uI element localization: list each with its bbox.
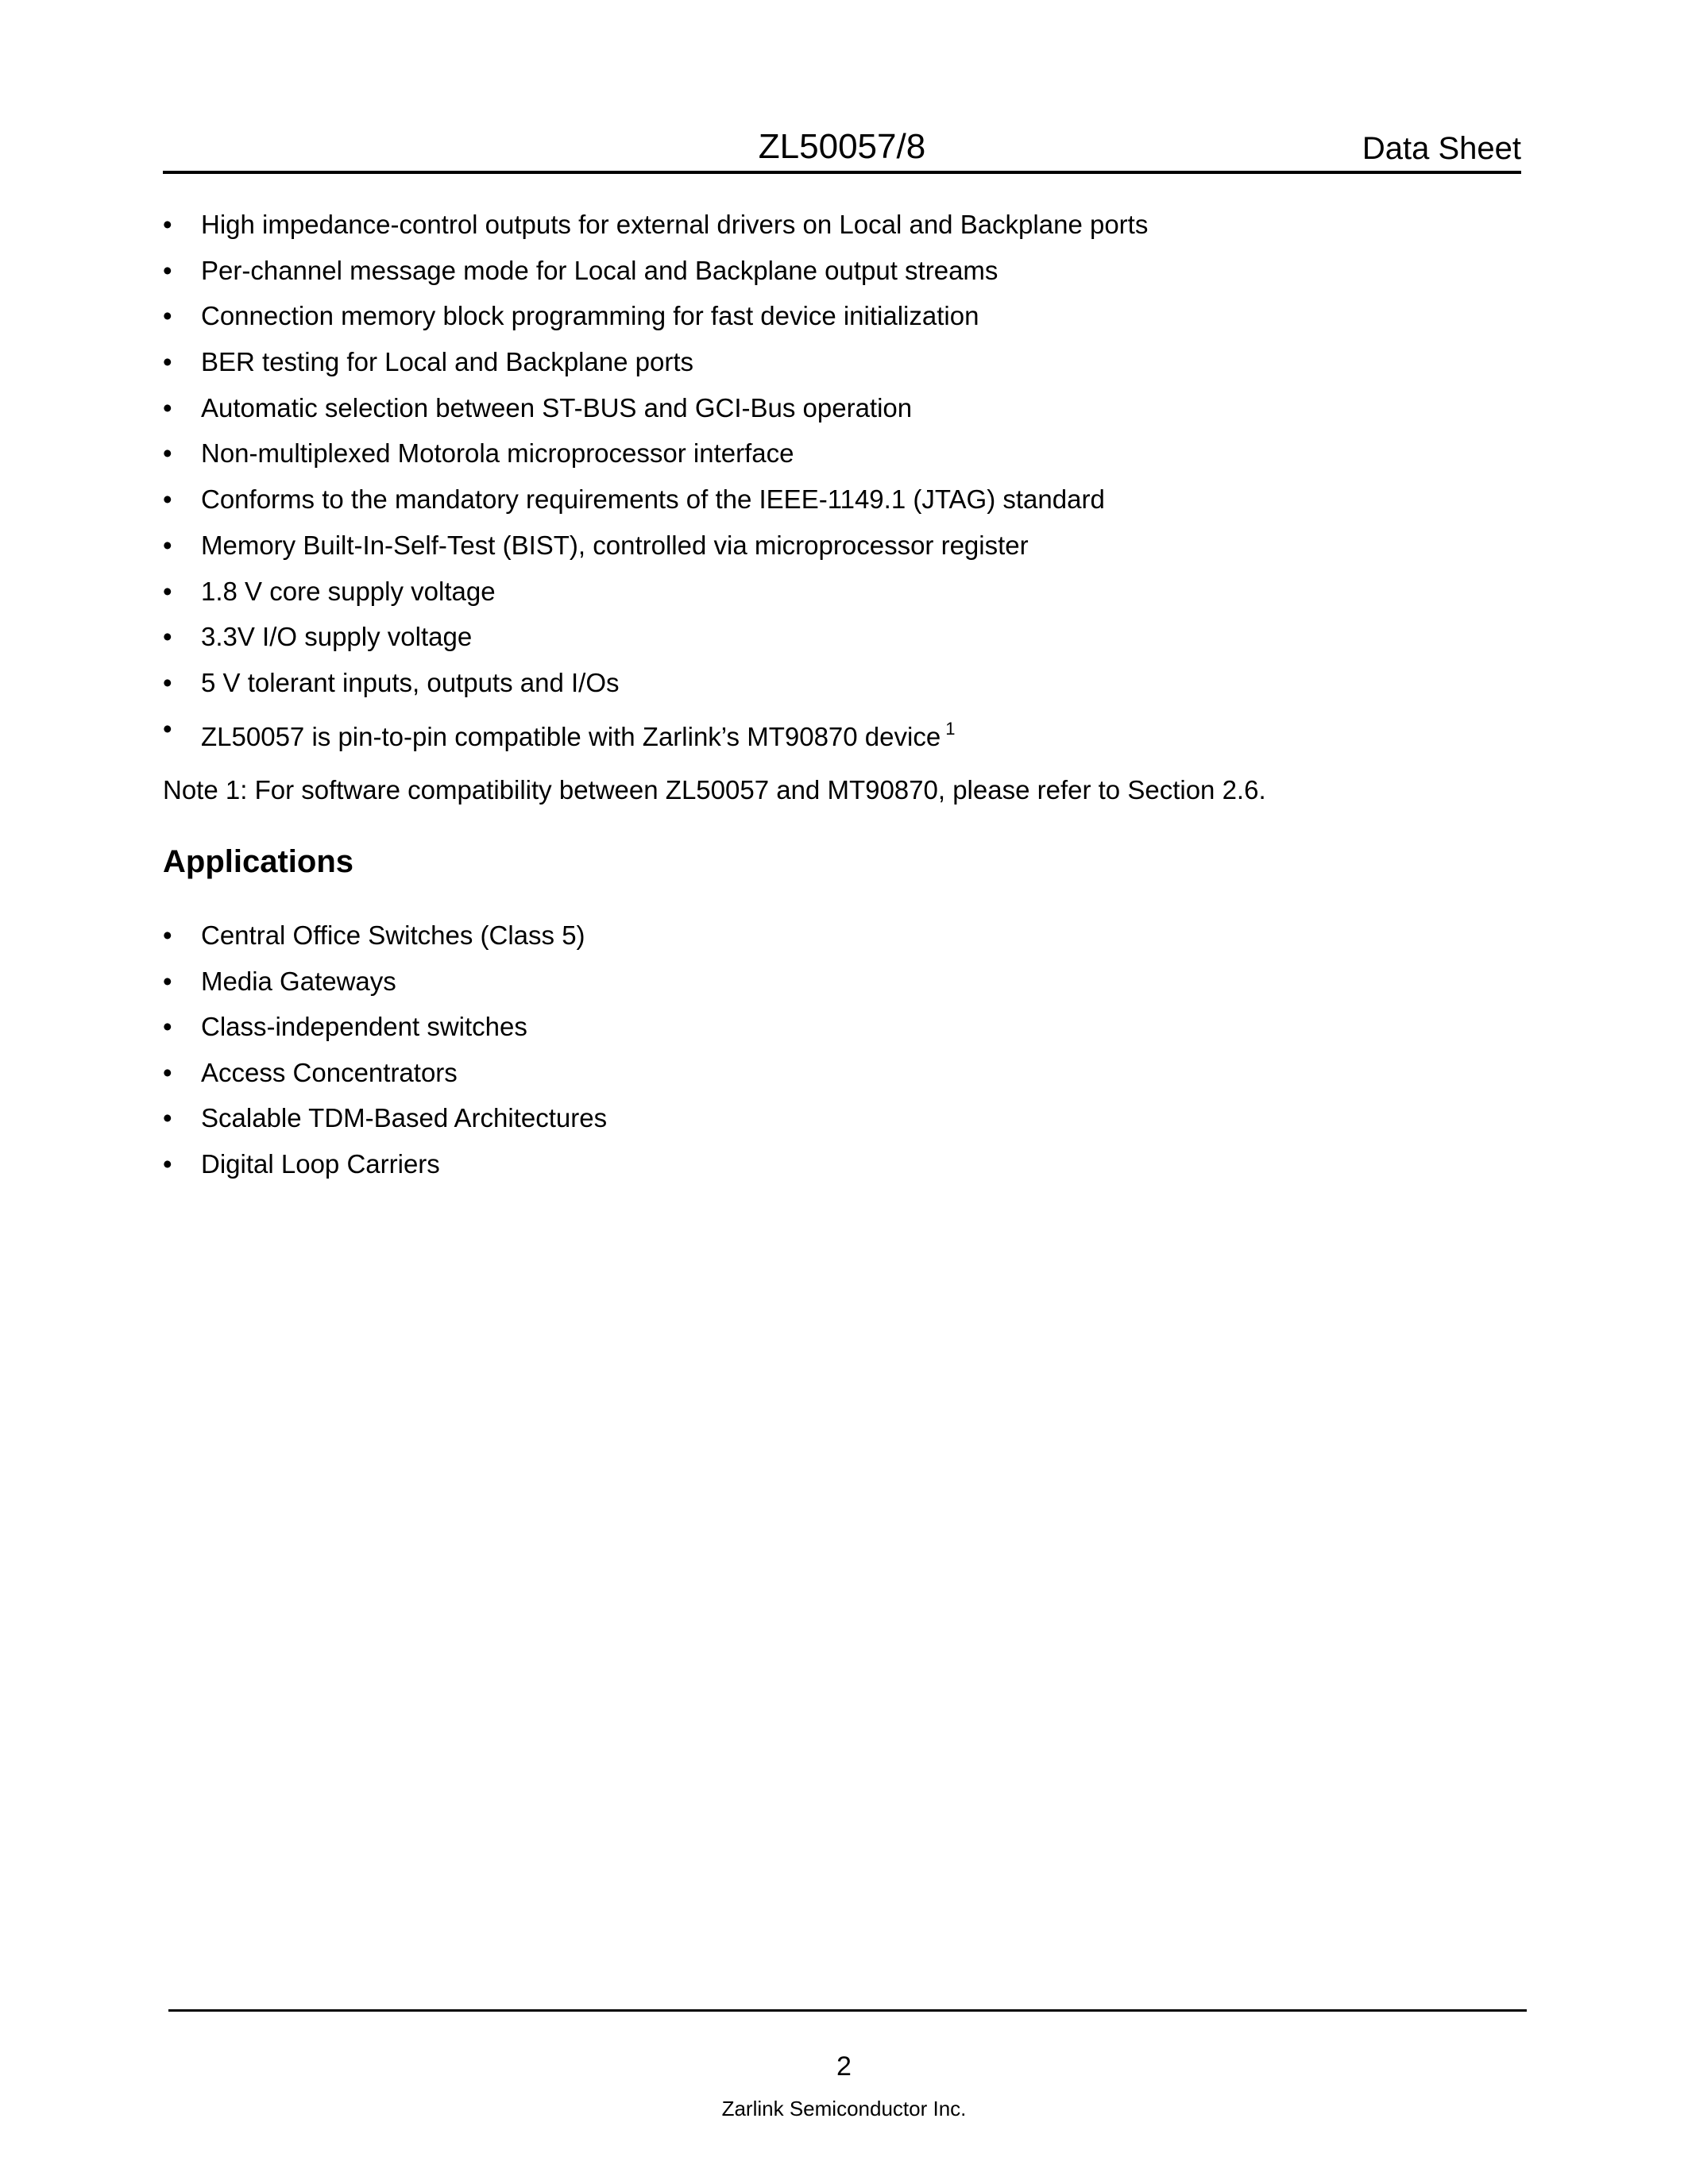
list-item <box>163 526 1148 572</box>
footnote-text: Note 1: For software compatibility between ZL50057 and MT90870, please refer to Section 2.6. <box>163 775 1266 805</box>
feature-text: 1.8 V core supply voltage <box>201 576 496 606</box>
application-text: Media Gateways <box>201 966 396 996</box>
feature-text: Non-multiplexed Motorola microprocessor interface <box>201 438 794 469</box>
header-divider <box>163 171 1521 174</box>
feature-text: Per-channel message mode for Local and Backplane output streams <box>201 255 999 285</box>
bullet-icon: • <box>163 347 172 377</box>
list-item <box>163 251 1148 297</box>
document-type-label: Data Sheet <box>1362 131 1521 166</box>
feature-text: BER testing for Local and Backplane ports <box>201 347 694 377</box>
feature-text: ZL50057 is pin-to-pin compatible with Zarlink’s MT90870 device <box>201 721 941 751</box>
bullet-icon: • <box>163 1148 172 1179</box>
bullet-icon: • <box>163 576 172 606</box>
application-text: Digital Loop Carriers <box>201 1148 440 1179</box>
bullet-icon: • <box>163 1012 172 1041</box>
footer-divider <box>168 2009 1527 2012</box>
applications-list <box>163 916 607 1190</box>
list-item <box>163 1144 607 1190</box>
feature-text: Connection memory block programming for fast device initialization <box>201 301 979 331</box>
bullet-icon: • <box>163 530 172 560</box>
bullet-icon: • <box>163 210 172 239</box>
bullet-icon: • <box>163 667 172 697</box>
list-item <box>163 434 1148 480</box>
footnote-marker: 1 <box>945 718 956 739</box>
list-item <box>163 205 1148 251</box>
document-title: ZL50057/8 <box>758 127 926 166</box>
feature-text: Automatic selection between ST-BUS and GCI-Bus operation <box>201 392 913 423</box>
bullet-icon: • <box>163 966 172 996</box>
application-text: Class-independent switches <box>201 1012 527 1041</box>
feature-text: 3.3V I/O supply voltage <box>201 622 473 652</box>
bullet-icon: • <box>163 301 172 331</box>
feature-text: 5 V tolerant inputs, outputs and I/Os <box>201 667 620 697</box>
list-item <box>163 916 607 962</box>
list-item <box>163 663 1148 709</box>
list-item <box>163 572 1148 618</box>
feature-text: Conforms to the mandatory requirements of the IEEE-1149.1 (JTAG) standard <box>201 484 1105 515</box>
list-item <box>163 1098 607 1144</box>
page-header <box>163 119 1521 175</box>
company-name: Zarlink Semiconductor Inc. <box>721 2097 967 2120</box>
applications-heading: Applications <box>163 844 354 879</box>
list-item <box>163 1007 607 1053</box>
bullet-icon: • <box>163 392 172 423</box>
list-item <box>163 296 1148 342</box>
bullet-icon: • <box>163 484 172 515</box>
list-item <box>163 709 1148 755</box>
page-number: 2 <box>836 2051 852 2082</box>
bullet-icon: • <box>163 255 172 285</box>
bullet-icon: • <box>163 622 172 652</box>
list-item <box>163 1053 607 1099</box>
application-text: Access Concentrators <box>201 1057 458 1087</box>
application-text: Scalable TDM-Based Architectures <box>201 1103 608 1133</box>
application-text: Central Office Switches (Class 5) <box>201 920 585 950</box>
list-item <box>163 962 607 1008</box>
list-item <box>163 342 1148 388</box>
bullet-icon: • <box>163 713 172 743</box>
feature-text: High impedance-control outputs for external drivers on Local and Backplane ports <box>201 210 1149 239</box>
list-item <box>163 480 1148 526</box>
feature-text: Memory Built-In-Self-Test (BIST), controlled via microprocessor register <box>201 530 1029 560</box>
bullet-icon: • <box>163 438 172 469</box>
bullet-icon: • <box>163 920 172 950</box>
bullet-icon: • <box>163 1057 172 1087</box>
bullet-icon: • <box>163 1103 172 1133</box>
list-item <box>163 388 1148 434</box>
feature-list <box>163 205 1148 754</box>
list-item <box>163 617 1148 663</box>
